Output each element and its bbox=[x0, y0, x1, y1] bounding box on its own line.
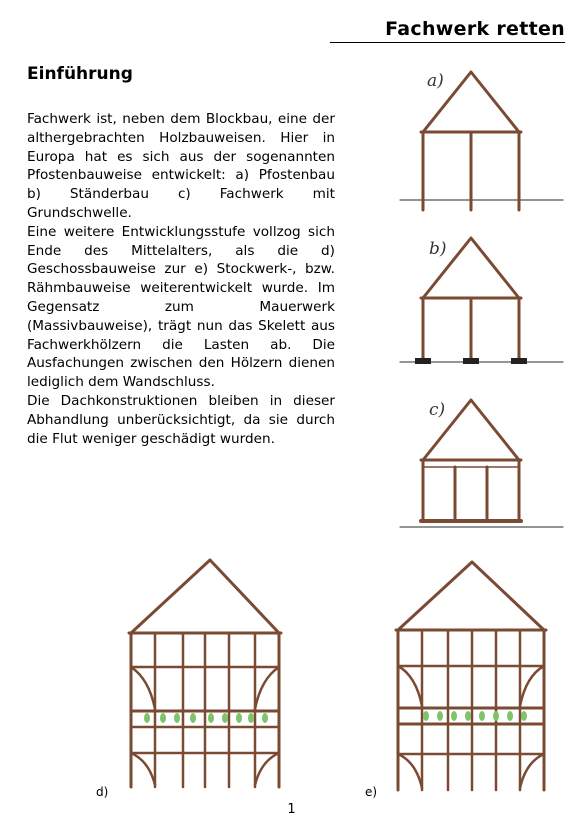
figure-c-sill-frame bbox=[395, 395, 565, 535]
figure-b-label: b) bbox=[429, 239, 447, 259]
page-number: 1 bbox=[287, 802, 296, 817]
green-infill-marks bbox=[423, 711, 527, 721]
figure-a-label: a) bbox=[427, 71, 444, 91]
figure-d-storey-construction bbox=[125, 555, 285, 790]
foundation-stone bbox=[463, 358, 479, 364]
figure-d-label: d) bbox=[96, 785, 109, 799]
page-header-title: Fachwerk retten bbox=[385, 18, 565, 40]
foundation-stone bbox=[415, 358, 431, 364]
figure-c-label: c) bbox=[429, 400, 446, 420]
paragraph-1: Fachwerk ist, neben dem Blockbau, eine der althergebrachten Holzbauweisen. Hier in Europa hat es sich aus der sogenannten Pfostenbauweise entwickelt: a) Pfostenbau b) Ständerbau c) Fachwerk mit Grundschwelle. bbox=[27, 111, 335, 221]
foundation-stone bbox=[511, 358, 527, 364]
paragraph-2: Eine weitere Entwicklungsstufe vollzog sich Ende des Mittelalters, als die d) Geschossbauweise zur e) Stockwerk-, bzw. Rähmbauweise weiterentwickelt wurde. Im Gegensatz zum Mauerwerk (Massivbauweise), trägt nun das Skelett aus Fachwerkhölzern die Lasten ab. Die Ausfachungen zwischen den Hölzern dienen lediglich dem Wandschluss. bbox=[27, 223, 335, 391]
section-heading: Einführung bbox=[27, 64, 133, 84]
figure-b-stud-construction bbox=[395, 232, 565, 372]
figure-e-floor-construction bbox=[392, 558, 552, 793]
figure-e-label: e) bbox=[365, 785, 378, 799]
paragraph-3: Die Dachkonstruktionen bleiben in dieser Abhandlung unberücksichtigt, da sie durch die Flut weniger geschädigt wurden. bbox=[27, 392, 335, 447]
figure-a-post-construction bbox=[395, 62, 565, 212]
header-rule bbox=[330, 42, 565, 43]
body-text bbox=[27, 110, 335, 448]
